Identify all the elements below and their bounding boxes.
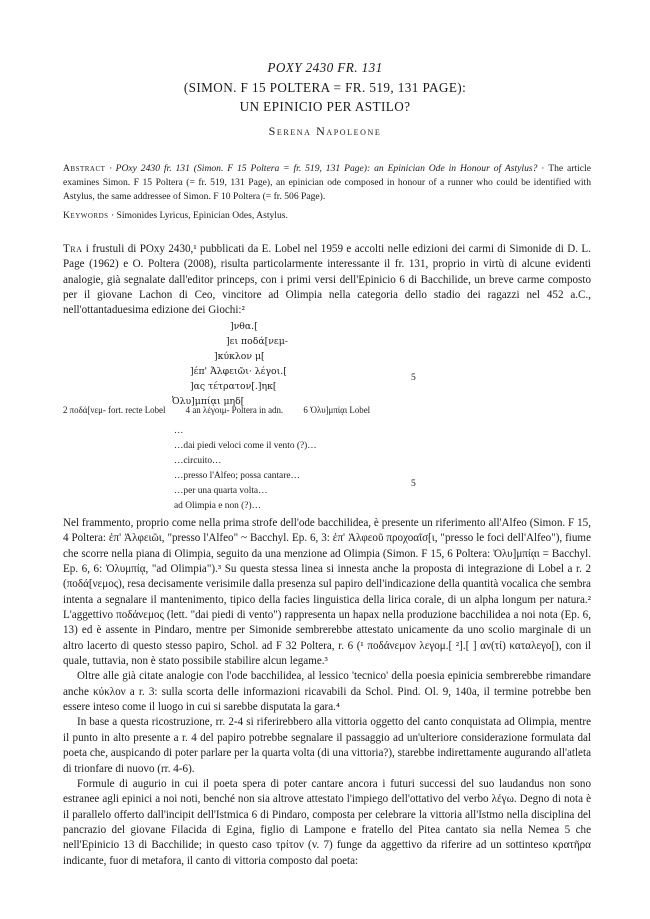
greek-line-text: ]έπ' Ἀλφειῶι· λέγοι.[ [190,366,287,377]
article-title [40,58,610,117]
greek-line [172,379,422,394]
translation-line-number: 5 [411,478,416,489]
translation-line: …circuito… [174,456,222,466]
keywords [63,209,591,223]
translation-line: …dai piedi veloci come il vento (?)… [174,441,317,451]
title-line-2: (SIMON. F 15 POLTERA = FR. 519, 131 PAGE): [183,79,467,95]
abstract [63,162,591,205]
translation [174,424,424,514]
intro-paragraph [63,242,591,319]
greek-line [172,319,422,334]
apparatus-entry: 2 ποδά[νεμ- fort. recte Lobel [63,405,166,415]
greek-line [172,364,422,379]
keywords-label: Keywords [63,210,109,221]
keywords-text: · Simonides Lyricus, Epinician Odes, Astylus. [110,210,288,221]
greek-line-text: ]κύκλον μ[ [214,351,265,362]
author-name: Serena Napoleone [268,124,382,138]
greek-line-text: ]ει ποδά[νεμ- [226,336,288,347]
abstract-title: · POxy 2430 fr. 131 (Simon. F 15 Poltera = fr. 519, 131 Page): an Epinician Ode in Honour of Astylus? [109,163,538,174]
apparatus-entry: 4 an λέγοιμ- Poltera in adn. [185,405,284,415]
critical-apparatus [63,404,591,416]
intro-lead: Tra [63,243,83,255]
translation-line: …per una quarta volta… [174,486,268,496]
body-paragraph: Nel frammento, proprio come nella prima strofe dell'ode bacchilidea, è presente un riferimento all'Alfeo (Simon. F 15, 4 Poltera: ἐπ' Ἀλφειῶι, "presso l'Alfeo" ~ Bacchyl. Ep. 6, 3: ἐπ' Ἀλφεοῦ προχοαῖσ[ι, "presso le foci dell'Alfeo"), fiume che scorre nella piana di Olimpia, seguito da una menzione ad Olimpia (Simon. F 15, 6 Poltera: Ὀλυ]μπίᾳι = Bacchyl. Ep. 6, 6: Ὀλυμπίᾳ, "ad Olimpia").³ Su questa stessa linea si innesta anche la proposta di integrazione di Lobel a r. 2 (ποδά[νεμος), resa decisamente verisimile dalla presenza sul papiro dell'indicazione della quantità vocalica che sembra intenta a segnalare il mantenimento, tipico della facies linguistica della lirica corale, di un alpha longum per natura.² L'aggettivo ποδάνεμος (lett. "dai piedi di vento") rappresenta un hapax nella produzione bacchilidea a noi nota (Ep. 6, 13) ed è assente in Pindaro, mentre per Simonide sembrerebbe attestato unicamente da uno scolio marginale di un altro lacerto di questo stesso papiro, Schol. ad F 32 Poltera, r. 6 (¹ ποδάνεμον λεγομ.[ ²].[ ] αν(τί) καταλεγο[), con il quale, tuttavia, non è stato possibile stabilire alcun legame.³ [63,517,591,668]
greek-line [172,334,422,349]
greek-line-number: 5 [411,372,416,383]
abstract-label: Abstract [63,163,106,174]
body-paragraph: In base a questa ricostruzione, rr. 2-4 si riferirebbero alla vittoria oggetto del canto conquistata ad Olimpia, mentre il punto in alto presente a r. 4 del papiro potrebbe segnalare il passaggio ad un'ulteriore considerazione formulata dal poeta che, auspicando di poter parlare per la quarta volta (di una vittoria?), starebbe indirettamente augurando all'atleta di trionfare di nuovo (rr. 4-6). [63,716,591,775]
body-paragraph: Formule di augurio in cui il poeta spera di poter cantare ancora i futuri successi del suo laudandus non sono estranee agli epinici a noi noti, benché non sia altrove attestato l'impiego dell'ottativo del verbo λέγω. Degno di nota è il parallelo offerto dall'incipit dell'Istmica 6 di Pindaro, composta per celebrare la vittoria all'Istmo nella disciplina del pancrazio del giovane Filacida di Egina, figlio di Lampone e fratello del Pitea cantato sia nella Nemea 5 che nell'Epinicio 13 di Bacchilide; in questo caso τρίτον (v. 7) funge da aggettivo da riferire ad un sottinteso κρατῆρα indicante, fuor di metafora, il canto di vittoria composto dal poeta: [63,777,591,867]
title-line-3: UN EPINICIO PER ASTILO? [239,99,411,114]
translation-line: ad Olimpia e non (?)… [174,501,261,511]
greek-line-text: Ὀλυ]μπίᾳι μηδ[ [172,396,245,407]
apparatus-entry: 6 Ὀλυ]μπίᾳι Lobel [303,405,371,415]
translation-line: …presso l'Alfeo; possa cantare… [174,471,300,481]
greek-fragment [172,319,422,409]
greek-line-text: ]νθα.[ [230,321,258,332]
title-line-1: POXY 2430 FR. 131 [267,60,383,75]
body-text [63,516,591,869]
body-paragraph: Oltre alle già citate analogie con l'ode bacchilidea, al lessico 'tecnico' della poesia epinicia sembrerebbe rimandare anche κύκλον a r. 3: sulla scorta delle informazioni ricavabili da Schol. Pind. Ol. 9, 140a, il termine potrebbe ben essere inteso come il luogo in cui si sarebbe disputata la gara.⁴ [63,670,591,714]
greek-line [172,349,422,364]
intro-text: i frustuli di POxy 2430,¹ pubblicati da E. Lobel nel 1959 e accolti nelle edizioni dei carmi di Simonide di D. L. Page (1962) e O. Poltera (2008), risulta particolarmente interessante il fr. 131, proprio in virtù di alcune evidenti analogie, già segnalate dall'editor princeps, con i primi versi dell'Epinicio 6 di Bacchilide, un breve carme composto per il giovane Lachon di Ceo, vincitore ad Olimpia nella categoria dello stadio dei ragazzi nel 452 a.C., nell'ottantaduesima edizione dei Giochi:² [63,243,591,317]
greek-line-text: ]ας τέτρατον[.]ηκ[ [190,381,277,392]
translation-line: … [174,426,184,436]
abstract-text: · The article examines Simon. F 15 Poltera (= fr. 519, 131 Page), an epinician ode composed in honour of a runner who could be identified with Astylus, the same addressee of Simon. F 10 Poltera (= fr. 506 Page). [63,163,591,203]
